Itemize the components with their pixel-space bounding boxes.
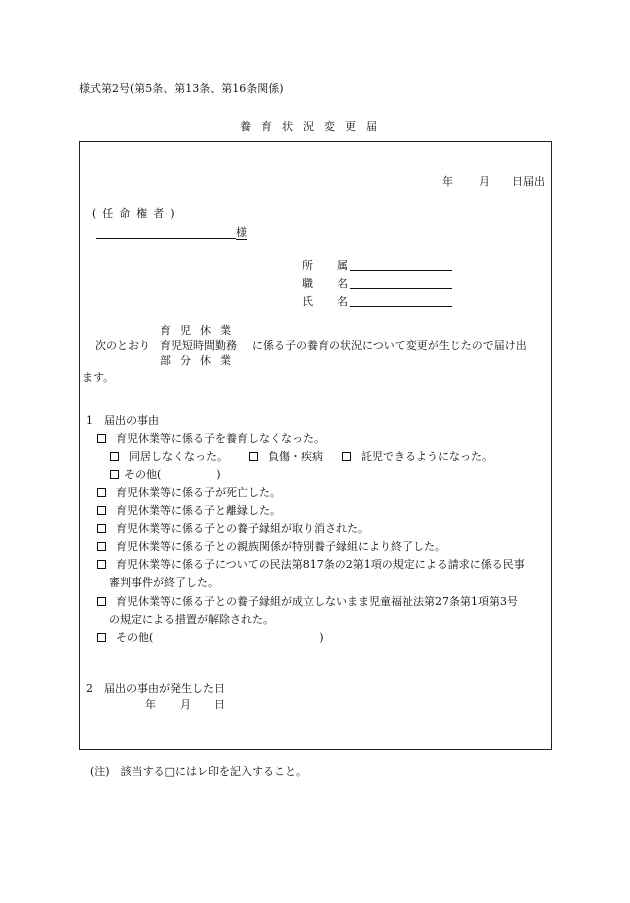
name-row[interactable]	[302, 294, 452, 307]
occurrence-day: 日	[214, 698, 225, 711]
position-label: 職名	[302, 277, 372, 290]
date-year: 年	[442, 175, 453, 188]
checkbox[interactable]	[97, 434, 106, 443]
reason-sub-other[interactable]: その他( )	[110, 469, 221, 480]
addressee-line[interactable]	[96, 226, 247, 239]
reason-item-7[interactable]: 育児休業等に係る子との養子縁組が成立しないまま児童福祉法第27条第1項第3号	[97, 596, 518, 607]
section1-heading: 1 届出の事由	[86, 414, 159, 427]
checkbox[interactable]	[97, 506, 106, 515]
reason-item-6[interactable]: 育児休業等に係る子についての民法第817条の2第1項の規定による請求に係る民事	[97, 559, 525, 570]
checkbox-cohabit[interactable]	[110, 452, 119, 461]
page-title: 養育状況変更届	[240, 120, 387, 133]
occurrence-year: 年	[145, 698, 156, 711]
affiliation-label: 所属	[302, 259, 372, 272]
reason-other[interactable]: その他( )	[97, 632, 324, 643]
intro-after: に係る子の養育の状況について変更が生じたので届け出	[252, 339, 527, 352]
checkbox-injury[interactable]	[249, 452, 258, 461]
reason-item-5[interactable]: 育児休業等に係る子との親族関係が特別養子縁組により終了した。	[97, 541, 446, 552]
checkbox[interactable]	[97, 488, 106, 497]
leave-type-childcare: 育児休業	[160, 324, 240, 337]
checkbox[interactable]	[110, 470, 119, 479]
checkbox[interactable]	[97, 560, 106, 569]
reason-item-1[interactable]: 育児休業等に係る子を養育しなくなった。	[97, 433, 325, 444]
footnote: (注) 該当する□にはレ印を記入すること。	[90, 765, 307, 778]
reason-item-4[interactable]: 育児休業等に係る子との養子縁組が取り消された。	[97, 523, 369, 534]
name-label: 氏名	[302, 295, 372, 308]
leave-type-short-time: 育児短時間勤務	[160, 339, 237, 352]
addressee-label: (任命権者)	[92, 207, 181, 220]
occurrence-month: 月	[180, 698, 191, 711]
form-label: 様式第2号(第5条、第13条、第16条関係)	[79, 82, 284, 95]
reason-item-2[interactable]: 育児休業等に係る子が死亡した。	[97, 487, 281, 498]
date-month: 月	[479, 175, 490, 188]
reason-item-7-cont: の規定による措置が解除された。	[109, 613, 274, 626]
checkbox[interactable]	[97, 633, 106, 642]
checkbox[interactable]	[97, 542, 106, 551]
date-day-filed: 日届出	[512, 175, 545, 188]
leave-type-partial: 部分休業	[160, 354, 240, 367]
addressee-field[interactable]	[96, 226, 236, 239]
name-field[interactable]	[350, 294, 452, 307]
checkbox-childcare[interactable]	[342, 452, 351, 461]
intro-before: 次のとおり	[95, 339, 150, 352]
section2-heading: 2 届出の事由が発生した日	[86, 682, 225, 695]
reason-subitems: 同居しなくなった。 負傷・疾病 託児できるようになった。	[110, 451, 493, 462]
reason-item-3[interactable]: 育児休業等に係る子と離縁した。	[97, 505, 281, 516]
affiliation-row[interactable]	[302, 258, 452, 271]
reason-item-6-cont: 審判事件が終了した。	[109, 576, 219, 589]
position-row[interactable]	[302, 276, 452, 289]
checkbox[interactable]	[97, 597, 106, 606]
position-field[interactable]	[350, 276, 452, 289]
intro-continuation: ます。	[82, 371, 115, 384]
checkbox[interactable]	[97, 524, 106, 533]
affiliation-field[interactable]	[350, 258, 452, 271]
addressee-suffix: 様	[236, 226, 247, 239]
